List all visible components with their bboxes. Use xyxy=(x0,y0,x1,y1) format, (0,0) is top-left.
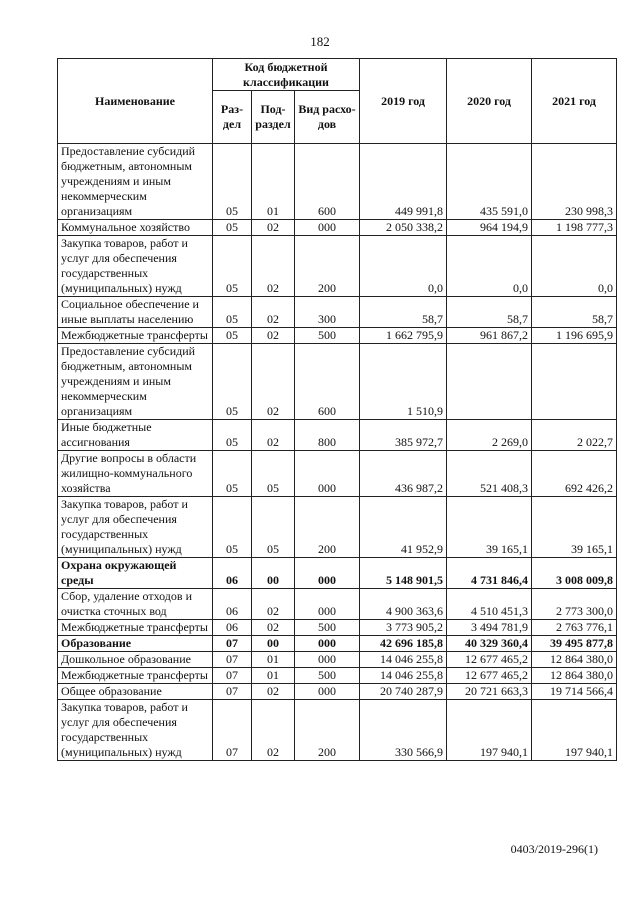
row-value-2019: 41 952,9 xyxy=(360,497,447,558)
row-podrazdel: 02 xyxy=(252,328,295,344)
row-value-2021: 2 763 776,1 xyxy=(532,620,617,636)
row-razdel: 05 xyxy=(213,344,252,420)
row-razdel: 05 xyxy=(213,420,252,451)
table-row xyxy=(58,700,617,761)
table-row xyxy=(58,652,617,668)
header-razdel: Раз- дел xyxy=(213,91,252,144)
row-value-2019: 42 696 185,8 xyxy=(360,636,447,652)
row-name: Коммунальное хозяйство xyxy=(58,220,213,236)
row-value-2019: 3 773 905,2 xyxy=(360,620,447,636)
row-value-2020: 12 677 465,2 xyxy=(447,668,532,684)
row-vid: 300 xyxy=(295,297,360,328)
row-value-2021: 39 495 877,8 xyxy=(532,636,617,652)
row-razdel: 05 xyxy=(213,297,252,328)
header-2020: 2020 год xyxy=(447,59,532,144)
row-name: Образование xyxy=(58,636,213,652)
row-name: Предоставление субсидий бюджетным, автономным учреждениям и иным некоммерческим организациям xyxy=(58,344,213,420)
row-value-2020: 0,0 xyxy=(447,236,532,297)
header-2021: 2021 год xyxy=(532,59,617,144)
row-razdel: 05 xyxy=(213,497,252,558)
row-podrazdel: 02 xyxy=(252,700,295,761)
row-vid: 600 xyxy=(295,344,360,420)
table-row xyxy=(58,297,617,328)
row-name: Межбюджетные трансферты xyxy=(58,328,213,344)
row-name: Охрана окружающей среды xyxy=(58,558,213,589)
header-podrazdel: Под- раздел xyxy=(252,91,295,144)
row-value-2020: 4 731 846,4 xyxy=(447,558,532,589)
row-razdel: 07 xyxy=(213,668,252,684)
row-razdel: 05 xyxy=(213,144,252,220)
row-value-2019: 4 900 363,6 xyxy=(360,589,447,620)
table-row xyxy=(58,497,617,558)
row-podrazdel: 01 xyxy=(252,668,295,684)
row-value-2021: 2 022,7 xyxy=(532,420,617,451)
row-value-2019: 1 510,9 xyxy=(360,344,447,420)
row-value-2020: 40 329 360,4 xyxy=(447,636,532,652)
row-name: Общее образование xyxy=(58,684,213,700)
row-value-2021: 230 998,3 xyxy=(532,144,617,220)
table-row xyxy=(58,589,617,620)
row-value-2020: 197 940,1 xyxy=(447,700,532,761)
row-value-2021: 19 714 566,4 xyxy=(532,684,617,700)
row-vid: 800 xyxy=(295,420,360,451)
page-number: 182 xyxy=(310,34,330,49)
row-value-2021: 692 426,2 xyxy=(532,451,617,497)
row-vid: 600 xyxy=(295,144,360,220)
table-row xyxy=(58,668,617,684)
row-value-2020: 964 194,9 xyxy=(447,220,532,236)
row-razdel: 05 xyxy=(213,236,252,297)
row-name: Другие вопросы в области жилищно-коммунального хозяйства xyxy=(58,451,213,497)
header-name: Наименование xyxy=(58,59,213,144)
table-header xyxy=(58,59,617,144)
row-value-2020: 20 721 663,3 xyxy=(447,684,532,700)
row-value-2021: 58,7 xyxy=(532,297,617,328)
row-razdel: 06 xyxy=(213,558,252,589)
row-podrazdel: 01 xyxy=(252,652,295,668)
row-value-2021: 3 008 009,8 xyxy=(532,558,617,589)
row-name: Социальное обеспечение и иные выплаты населению xyxy=(58,297,213,328)
row-name: Предоставление субсидий бюджетным, автономным учреждениям и иным некоммерческим организациям xyxy=(58,144,213,220)
table-row xyxy=(58,236,617,297)
row-vid: 000 xyxy=(295,652,360,668)
row-vid: 000 xyxy=(295,451,360,497)
row-name: Закупка товаров, работ и услуг для обеспечения государственных (муниципальных) нужд xyxy=(58,700,213,761)
row-value-2019: 449 991,8 xyxy=(360,144,447,220)
row-podrazdel: 02 xyxy=(252,297,295,328)
row-razdel: 05 xyxy=(213,451,252,497)
row-value-2020: 961 867,2 xyxy=(447,328,532,344)
row-podrazdel: 02 xyxy=(252,620,295,636)
row-value-2021: 39 165,1 xyxy=(532,497,617,558)
table-row xyxy=(58,636,617,652)
row-value-2019: 330 566,9 xyxy=(360,700,447,761)
row-value-2019: 1 662 795,9 xyxy=(360,328,447,344)
table-row xyxy=(58,684,617,700)
table-row xyxy=(58,144,617,220)
row-value-2020: 2 269,0 xyxy=(447,420,532,451)
row-vid: 200 xyxy=(295,236,360,297)
row-vid: 200 xyxy=(295,497,360,558)
row-value-2020: 521 408,3 xyxy=(447,451,532,497)
row-name: Дошкольное образование xyxy=(58,652,213,668)
row-razdel: 05 xyxy=(213,328,252,344)
row-value-2019: 58,7 xyxy=(360,297,447,328)
row-value-2019: 14 046 255,8 xyxy=(360,668,447,684)
row-value-2021: 1 196 695,9 xyxy=(532,328,617,344)
row-vid: 000 xyxy=(295,684,360,700)
row-podrazdel: 05 xyxy=(252,497,295,558)
row-podrazdel: 02 xyxy=(252,220,295,236)
table-row xyxy=(58,620,617,636)
row-value-2021: 12 864 380,0 xyxy=(532,668,617,684)
header-vid: Вид расхо- дов xyxy=(295,91,360,144)
row-value-2020: 3 494 781,9 xyxy=(447,620,532,636)
row-value-2021 xyxy=(532,344,617,420)
row-podrazdel: 02 xyxy=(252,420,295,451)
row-vid: 500 xyxy=(295,328,360,344)
row-value-2020: 4 510 451,3 xyxy=(447,589,532,620)
budget-table xyxy=(57,58,617,761)
row-name: Иные бюджетные ассигнования xyxy=(58,420,213,451)
row-vid: 000 xyxy=(295,558,360,589)
row-vid: 500 xyxy=(295,668,360,684)
row-razdel: 06 xyxy=(213,589,252,620)
row-razdel: 05 xyxy=(213,220,252,236)
table-row xyxy=(58,451,617,497)
row-podrazdel: 01 xyxy=(252,144,295,220)
row-razdel: 07 xyxy=(213,652,252,668)
row-name: Закупка товаров, работ и услуг для обеспечения государственных (муниципальных) нужд xyxy=(58,236,213,297)
row-razdel: 07 xyxy=(213,700,252,761)
table-row xyxy=(58,220,617,236)
row-name: Закупка товаров, работ и услуг для обеспечения государственных (муниципальных) нужд xyxy=(58,497,213,558)
row-name: Межбюджетные трансферты xyxy=(58,620,213,636)
row-name: Сбор, удаление отходов и очистка сточных вод xyxy=(58,589,213,620)
row-value-2019: 5 148 901,5 xyxy=(360,558,447,589)
row-value-2021: 197 940,1 xyxy=(532,700,617,761)
row-value-2020: 12 677 465,2 xyxy=(447,652,532,668)
row-vid: 200 xyxy=(295,700,360,761)
row-razdel: 06 xyxy=(213,620,252,636)
row-value-2020: 58,7 xyxy=(447,297,532,328)
row-vid: 000 xyxy=(295,220,360,236)
row-value-2019: 2 050 338,2 xyxy=(360,220,447,236)
row-value-2020 xyxy=(447,344,532,420)
row-value-2019: 20 740 287,9 xyxy=(360,684,447,700)
row-podrazdel: 02 xyxy=(252,684,295,700)
row-vid: 000 xyxy=(295,589,360,620)
row-name: Межбюджетные трансферты xyxy=(58,668,213,684)
row-value-2019: 436 987,2 xyxy=(360,451,447,497)
row-value-2019: 14 046 255,8 xyxy=(360,652,447,668)
header-2019: 2019 год xyxy=(360,59,447,144)
header-code-group: Код бюджетной классификации xyxy=(213,59,360,91)
row-value-2020: 435 591,0 xyxy=(447,144,532,220)
row-value-2020: 39 165,1 xyxy=(447,497,532,558)
row-value-2019: 385 972,7 xyxy=(360,420,447,451)
row-podrazdel: 00 xyxy=(252,636,295,652)
row-vid: 000 xyxy=(295,636,360,652)
row-razdel: 07 xyxy=(213,684,252,700)
document-code: 0403/2019-296(1) xyxy=(510,842,598,856)
table-row xyxy=(58,328,617,344)
row-value-2021: 0,0 xyxy=(532,236,617,297)
table-row xyxy=(58,558,617,589)
table-row xyxy=(58,344,617,420)
row-podrazdel: 00 xyxy=(252,558,295,589)
row-value-2021: 1 198 777,3 xyxy=(532,220,617,236)
row-value-2021: 12 864 380,0 xyxy=(532,652,617,668)
table-row xyxy=(58,420,617,451)
row-podrazdel: 02 xyxy=(252,589,295,620)
row-podrazdel: 02 xyxy=(252,344,295,420)
row-vid: 500 xyxy=(295,620,360,636)
row-podrazdel: 05 xyxy=(252,451,295,497)
table-body xyxy=(58,144,617,761)
row-value-2019: 0,0 xyxy=(360,236,447,297)
row-razdel: 07 xyxy=(213,636,252,652)
row-value-2021: 2 773 300,0 xyxy=(532,589,617,620)
row-podrazdel: 02 xyxy=(252,236,295,297)
